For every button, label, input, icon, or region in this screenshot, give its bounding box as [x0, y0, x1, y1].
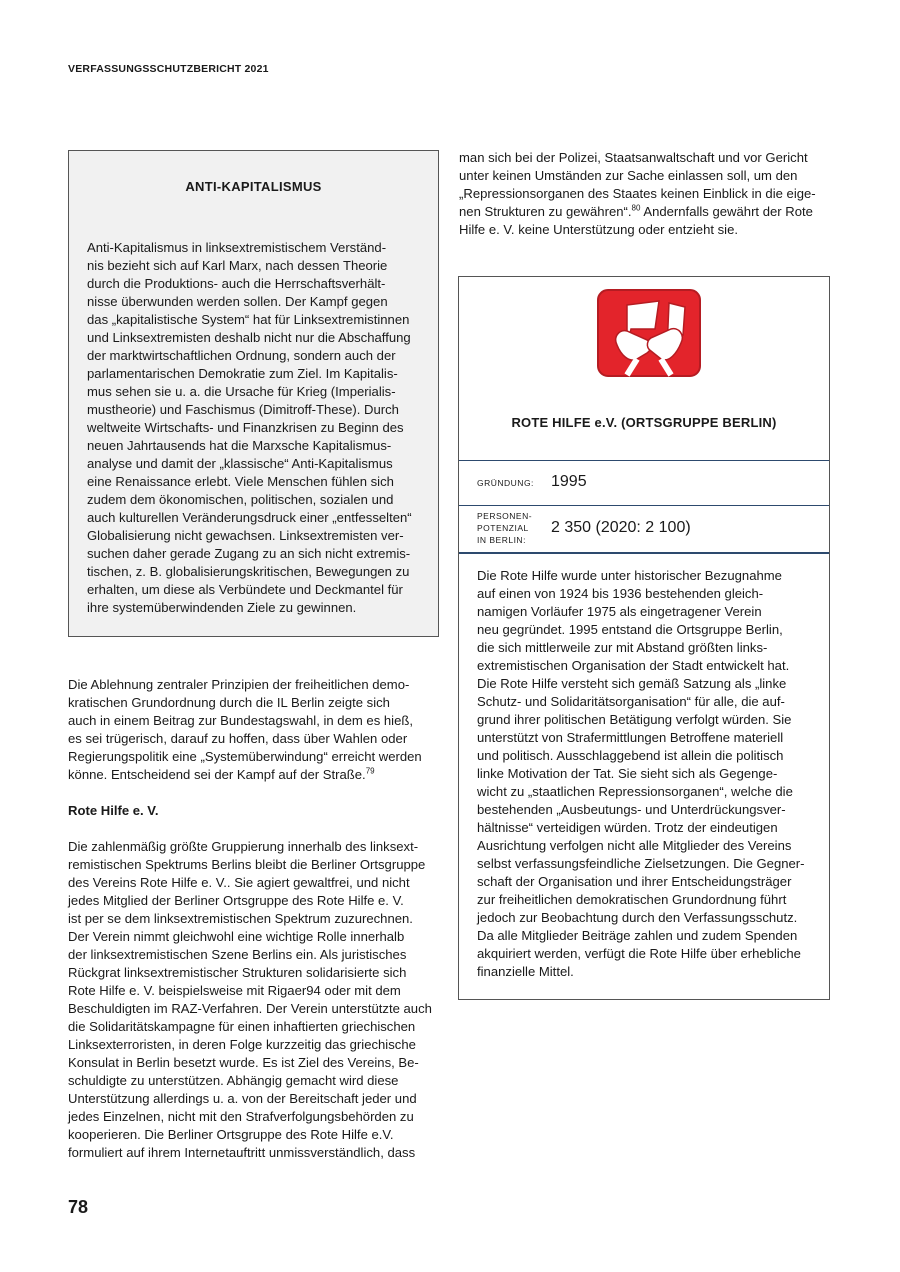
paragraph-il-berlin	[68, 676, 440, 784]
organization-profile-card	[458, 276, 830, 1000]
text-line: hältnisse“ verteidigen würden. Trotz der eindeutigen	[477, 820, 778, 835]
founding-value: 1995	[551, 473, 587, 490]
text-line: Da alle Mitglieder Beiträge zahlen und zudem Spenden	[477, 928, 798, 943]
footnote-marker: 79	[365, 766, 375, 776]
text-line: unterstützt von Strafermittlungen Betroffene materiell	[477, 730, 784, 745]
info-box-line: mustheorie) und Faschismus (Dimitroff-These). Durch	[87, 402, 399, 417]
text-line: Schutz- und Solidaritätsorganisation“ für alle, die auf-	[477, 694, 785, 709]
text-line: namigen Vorläufer 1975 als eingetragener Verein	[477, 604, 762, 619]
label-line: IN BERLIN:	[477, 535, 526, 545]
text-line: Beschuldigten im RAZ-Verfahren. Der Verein unterstützte auch	[68, 1001, 432, 1016]
text-line: formuliert auf ihrem Internetauftritt unmissverständlich, dass	[68, 1145, 416, 1160]
text-line: Hilfe e. V. keine Unterstützung oder entzieht sie.	[459, 222, 739, 237]
running-head: VERFASSUNGSSCHUTZBERICHT 2021	[68, 63, 269, 75]
potential-row	[459, 505, 829, 554]
info-box-text	[87, 239, 420, 617]
anti-kapitalismus-info-box	[68, 150, 439, 637]
text-line: bestehenden „Ausbeutungs- und Unterdrückungsver-	[477, 802, 786, 817]
section-heading: Rote Hilfe e. V.	[68, 803, 159, 818]
text-line: Unterstützung allerdings u. a. von der Bereitschaft jeder und	[68, 1091, 417, 1106]
text-line: Linksexterroristen, in deren Folge kurzzeitig das griechische	[68, 1037, 416, 1052]
text-line: die sich mittlerweile zur mit Abstand größten links-	[477, 640, 768, 655]
info-box-line: nis bezieht sich auf Karl Marx, nach dessen Theorie	[87, 258, 388, 273]
text-line: des Vereins Rote Hilfe e. V.. Sie agiert gewaltfrei, und nicht	[68, 875, 410, 890]
founding-label: GRÜNDUNG:	[477, 478, 534, 488]
info-box-line: weltweite Wirtschafts- und Finanzkrisen zu Beginn des	[87, 420, 404, 435]
page-number: 78	[68, 1197, 89, 1217]
text-line: Die Ablehnung zentraler Prinzipien der freiheitlichen demo-	[68, 677, 410, 692]
text-line: akquiriert werden, verfügt die Rote Hilfe über erhebliche	[477, 946, 801, 961]
info-box-line: ihre systemüberwindenden Ziele zu gewinnen.	[87, 600, 357, 615]
founding-row	[459, 460, 829, 505]
text-line: selbst verfassungsfeindliche Zielsetzungen. Die Gegner-	[477, 856, 805, 871]
info-box-line: mus sehen sie u. a. die Ursache für Krieg (Imperialis-	[87, 384, 396, 399]
text-line: auch in einem Beitrag zur Bundestagswahl, in dem es hieß,	[68, 713, 413, 728]
info-box-line: erhalten, um diese als Verbündete und Deckmantel für	[87, 582, 403, 597]
text-line: jedoch zur Beobachtung durch den Verfassungsschutz.	[477, 910, 798, 925]
text-line: der linksextremistischen Szene Berlins ein. Als juristisches	[68, 947, 407, 962]
text-line: grund ihrer politischen Betätigung verfolgt würden. Sie	[477, 712, 792, 727]
info-box-line: und Linksextremisten deshalb nicht nur die Abschaffung	[87, 330, 411, 345]
text-line: schuldigte zu unterstützen. Abhängig gemacht wird diese	[68, 1073, 399, 1088]
text-line: Konsulat in Berlin besetzt wurde. Es ist Ziel des Vereins, Be-	[68, 1055, 419, 1070]
text-line: unter keinen Umständen zur Sache einlassen soll, um den	[459, 168, 798, 183]
text-line: und politisch. Ausschlaggebend ist allein die politisch	[477, 748, 784, 763]
text-line: jedes Einzelnen, nicht mit den Strafverfolgungsbehörden zu	[68, 1109, 414, 1124]
paragraph-rote-hilfe	[68, 838, 440, 1162]
description-paragraph	[477, 567, 819, 981]
text-line: Rückgrat linksextremistischer Strukturen solidarisierte sich	[68, 965, 407, 980]
info-box-line: suchen daher gerade Zugang zu an sich nicht extremis-	[87, 546, 411, 561]
text-line: linke Motivation der Tat. Sie sieht sich als Gegenge-	[477, 766, 778, 781]
text-line: jedes Mitglied der Berliner Ortsgruppe des Rote Hilfe e. V.	[68, 893, 404, 908]
text-line: nen Strukturen zu gewähren“.	[459, 204, 632, 219]
text-line: kratischen Grundordnung durch die IL Berlin zeigte sich	[68, 695, 390, 710]
text-line: auf einen von 1924 bis 1936 bestehenden gleich-	[477, 586, 764, 601]
text-line: Regierungspolitik eine „Systemüberwindung“ erreicht werden	[68, 749, 422, 764]
right-column-text	[459, 149, 831, 239]
text-line: Rote Hilfe e. V. beispielsweise mit Rigaer94 oder mit dem	[68, 983, 401, 998]
organization-name: ROTE HILFE e.V. (ORTSGRUPPE BERLIN)	[511, 415, 777, 430]
text-line: wicht zu „staatlichen Repressionsorganen“, welche die	[477, 784, 793, 799]
text-line: Die zahlenmäßig größte Gruppierung innerhalb des linksext-	[68, 839, 419, 854]
potential-value: 2 350 (2020: 2 100)	[551, 519, 691, 536]
info-box-line: eine Renaissance erlebt. Viele Menschen fühlen sich	[87, 474, 394, 489]
label-line: POTENZIAL	[477, 523, 529, 533]
info-box-line: parlamentarischen Demokratie zum Ziel. Im Kapitalis-	[87, 366, 398, 381]
info-box-title: ANTI-KAPITALISMUS	[185, 179, 322, 194]
text-line: die Solidaritätskampagne für einen inhaftierten griechischen	[68, 1019, 416, 1034]
text-line: „Repressionsorganen des Staates keinen Einblick in die eige-	[459, 186, 816, 201]
info-box-line: nisse überwunden werden sollen. Der Kampf gegen	[87, 294, 388, 309]
text-line: remistischen Spektrums Berlins bleibt die Berliner Ortsgruppe	[68, 857, 426, 872]
text-line: finanzielle Mittel.	[477, 964, 574, 979]
text-line: Der Verein nimmt gleichwohl eine wichtige Rolle innerhalb	[68, 929, 405, 944]
text-line: es sei trügerisch, darauf zu hoffen, dass über Wahlen oder	[68, 731, 408, 746]
info-box-line: tischen, z. B. globalisierungskritischen, Bewegungen zu	[87, 564, 410, 579]
text-line: extremistischen Organisation der Stadt entwickelt hat.	[477, 658, 790, 673]
info-box-line: Anti-Kapitalismus in linksextremistischem Verständ-	[87, 240, 387, 255]
info-box-line: auch kulturellen Veränderungsdruck einer „entfesselten“	[87, 510, 412, 525]
text-line: man sich bei der Polizei, Staatsanwaltschaft und vor Gericht	[459, 150, 808, 165]
text-line: Ausrichtung verfolgen nicht alle Mitglieder des Vereins	[477, 838, 792, 853]
text-line: Die Rote Hilfe wurde unter historischer Bezugnahme	[477, 568, 782, 583]
info-box-line: der marktwirtschaftlichen Ordnung, sondern auch der	[87, 348, 396, 363]
info-box-line: Globalisierung nicht gewachsen. Linksextremisten ver-	[87, 528, 404, 543]
left-column-text	[68, 676, 440, 1162]
info-box-line: zudem dem ökonomischen, politischen, sozialen und	[87, 492, 394, 507]
text-line: kooperieren. Die Berliner Ortsgruppe des Rote Hilfe e.V.	[68, 1127, 394, 1142]
text-line: zur freiheitlichen demokratischen Grundordnung führt	[477, 892, 787, 907]
info-box-line: neuen Jahrtausends hat die Marxsche Kapitalismus-	[87, 438, 392, 453]
text-line: neu gegründet. 1995 entstand die Ortsgruppe Berlin,	[477, 622, 783, 637]
text-line: könne. Entscheidend sei der Kampf auf der Straße.	[68, 767, 366, 782]
raised-fists-flag-icon	[597, 289, 701, 377]
text-line: Andernfalls gewährt der Rote	[640, 204, 813, 219]
text-line: schaft der Organisation und ihrer Entscheidungsträger	[477, 874, 792, 889]
info-box-line: analyse und damit der „klassische“ Anti-Kapitalismus	[87, 456, 393, 471]
text-line: ist per se dem linksextremistischen Spektrum zuzurechnen.	[68, 911, 413, 926]
label-line: PERSONEN-	[477, 511, 533, 521]
footnote-marker: 80	[631, 203, 641, 213]
info-box-line: das „kapitalistische System“ hat für Linksextremistinnen	[87, 312, 410, 327]
info-box-line: durch die Produktions- auch die Herrschaftsverhält-	[87, 276, 386, 291]
text-line: Die Rote Hilfe versteht sich gemäß Satzung als „linke	[477, 676, 787, 691]
paragraph-continued	[459, 149, 831, 239]
organization-description	[477, 567, 819, 981]
potential-label	[477, 510, 539, 546]
